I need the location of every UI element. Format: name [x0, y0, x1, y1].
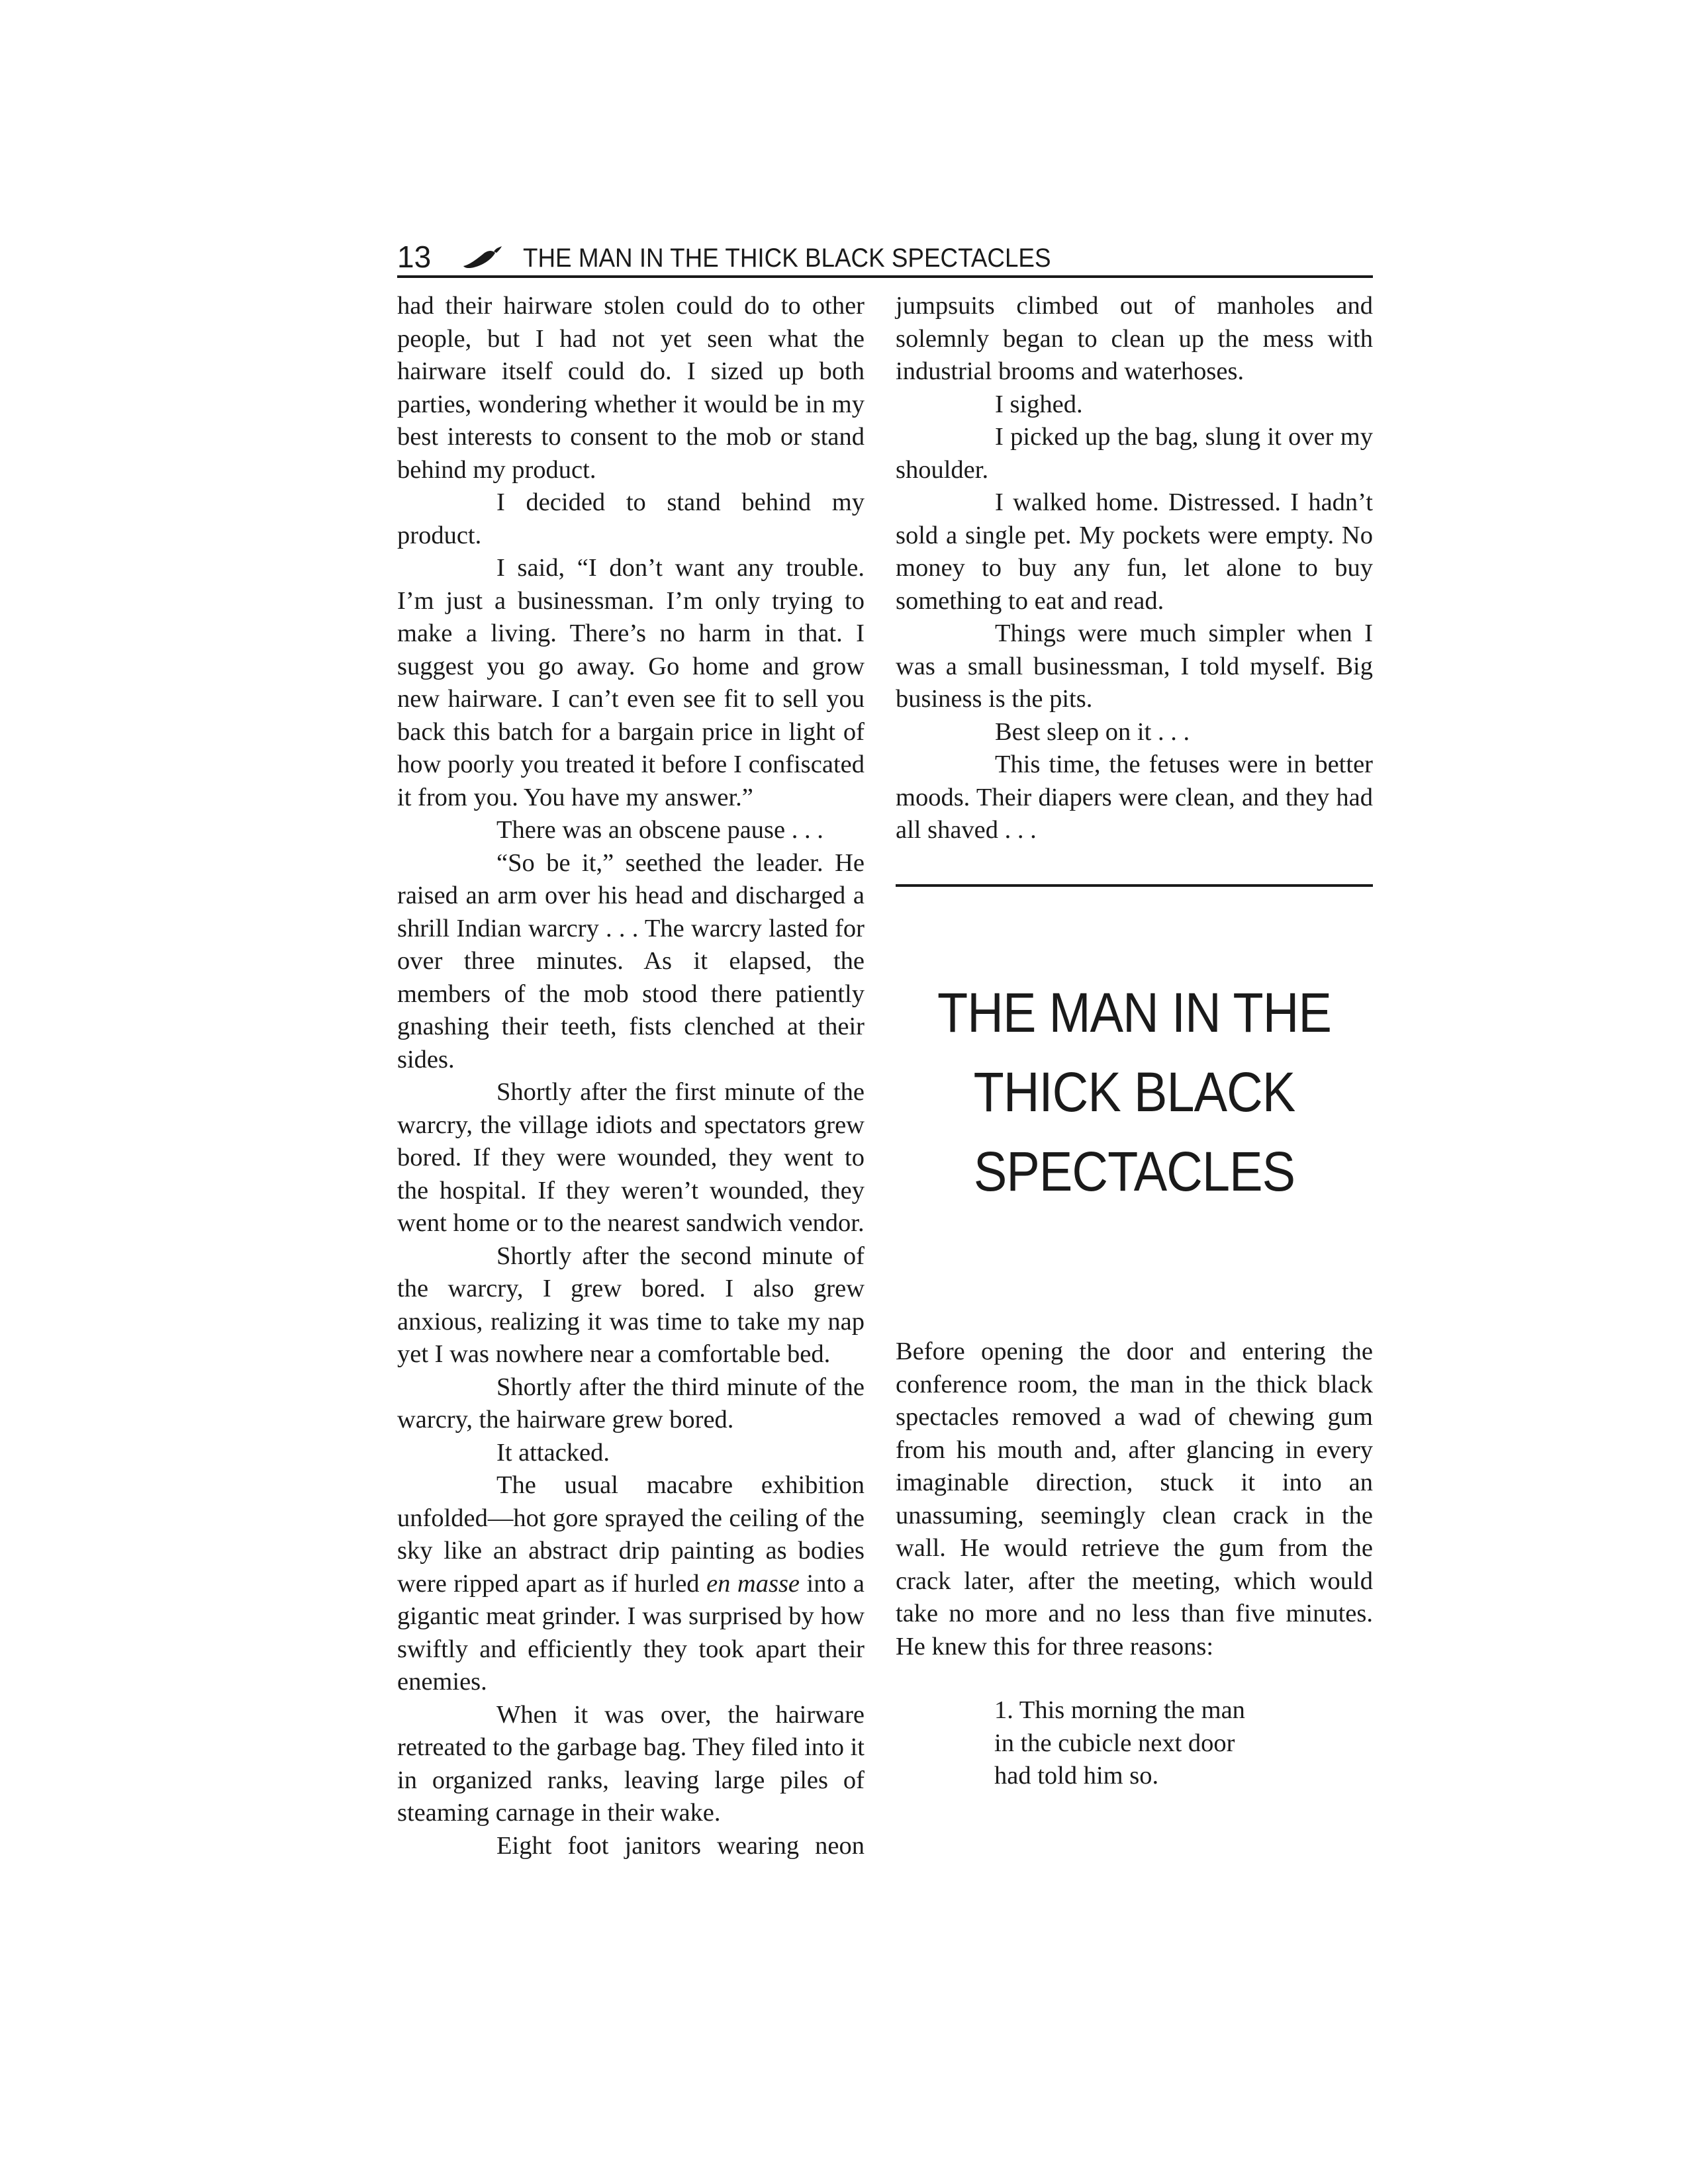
- paragraph: I picked up the bag, slung it over my shoulder.: [896, 423, 1373, 484]
- paragraph: Before opening the door and entering the conference room, the man in the thick black spectacles removed a wad of chewing gum from his mouth and, after glancing in every imaginable direction, stuck it into an unassuming, seemingly clean crack in the wall. He would retrieve the gum from the crack later, after the meeting, which would take no more and no less than five minutes. He knew this for three reasons:: [896, 1338, 1373, 1661]
- paragraph: jumpsuits climbed out of manholes and solemnly began to clean up the mess with industrial brooms and waterhoses.: [896, 292, 1373, 385]
- chapter-title-line: SPECTACLES: [973, 1140, 1295, 1203]
- paragraph: There was an obscene pause . . .: [496, 816, 823, 844]
- paragraph: When it was over, the hairware retreated to the garbage bag. They filed into it in organized ranks, leaving large piles of steaming carnage in their wake.: [397, 1700, 865, 1827]
- chapter-title-line: THE MAN IN THE: [937, 981, 1332, 1044]
- chapter-title: [919, 973, 1349, 1211]
- list-item-line: had told him so.: [994, 1762, 1159, 1790]
- page-number: 13: [397, 240, 432, 274]
- right-column: [896, 290, 1373, 847]
- paragraph: “So be it,” seethed the leader. He raised an arm over his head and discharged a shrill Indian warcry . . . The warcry lasted for over three minutes. As it elapsed, the members of the mob stood there patiently gnashing their teeth, fists clenched at their sides.: [397, 848, 865, 1073]
- list-item-line: 1. This morning the man: [994, 1696, 1245, 1724]
- chapter-title-line: THICK BLACK: [973, 1061, 1295, 1123]
- section-divider: [896, 884, 1373, 887]
- chili-pepper-icon: [461, 245, 503, 269]
- paragraph-text: The usual macabre exhibition unfolded—hot gore sprayed the ceiling of the sky like an abstract drip painting as bodies were ripped apart as if hurled: [397, 1471, 865, 1598]
- paragraph: This time, the fetuses were in better moods. Their diapers were clean, and they had all shaved . . .: [896, 751, 1373, 844]
- paragraph: I walked home. Distressed. I hadn’t sold a single pet. My pockets were empty. No money to buy any fun, let alone to buy something to eat and read.: [896, 488, 1373, 615]
- paragraph-text: into a gigantic meat grinder. I was surprised by how swiftly and efficiently they took apart their enemies.: [397, 1569, 865, 1696]
- paragraph: It attacked.: [496, 1438, 610, 1467]
- list-item-line: in the cubicle next door: [994, 1729, 1235, 1757]
- left-column: [397, 290, 865, 1862]
- running-header: [397, 238, 1373, 278]
- list-item: [994, 1694, 1272, 1793]
- emphasis-text: en masse: [706, 1569, 800, 1598]
- paragraph: Shortly after the third minute of the warcry, the hairware grew bored.: [397, 1373, 865, 1433]
- running-title: THE MAN IN THE THICK BLACK SPECTACLES: [523, 244, 1051, 273]
- paragraph: I said, “I don’t want any trouble. I’m just a businessman. I’m only trying to make a living. There’s no harm in that. I suggest you go away. Go home and grow new hairware. I can’t even see fit to sell you back this batch for a bargain price in light of how poorly you treated it before I confiscated it from you. You have my answer.”: [397, 554, 865, 811]
- paragraph: Best sleep on it . . .: [995, 717, 1190, 746]
- paragraph: Eight foot janitors wearing neon: [496, 1831, 865, 1860]
- paragraph: Shortly after the second minute of the warcry, I grew bored. I also grew anxious, realizing it was time to take my nap yet I was nowhere near a comfortable bed.: [397, 1242, 865, 1368]
- paragraph: [397, 1469, 865, 1699]
- paragraph: had their hairware stolen could do to other people, but I had not yet seen what the hairware itself could do. I sized up both parties, wondering whether it would be in my best interests to consent to the mob or stand behind my product.: [397, 292, 865, 484]
- chapter-opening: [896, 1336, 1373, 1663]
- paragraph: I decided to stand behind my product.: [397, 488, 865, 549]
- paragraph: Shortly after the first minute of the warcry, the village idiots and spectators grew bored. If they were wounded, they went to the hospital. If they weren’t wounded, they went home or to the nearest sandwich vendor.: [397, 1078, 865, 1237]
- paragraph: Things were much simpler when I was a small businessman, I told myself. Big business is the pits.: [896, 619, 1373, 713]
- paragraph: I sighed.: [995, 390, 1083, 418]
